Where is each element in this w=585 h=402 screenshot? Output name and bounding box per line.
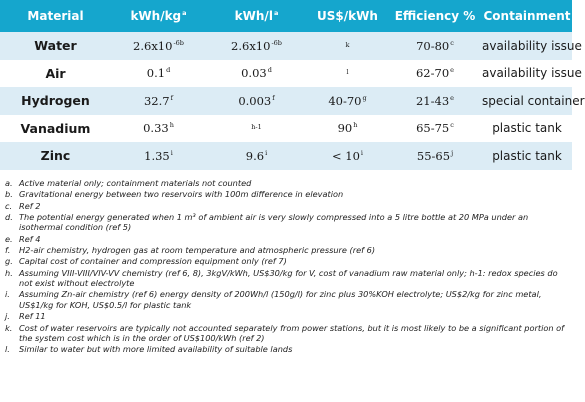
footnote-text: Assuming Zn-air chemistry (ref 6) energy density of 200Wh/l (150g/l) for zinc plus 30%KOH electrolyte; US$2/kg for zinc metal, US$1/kg for KOH, US$0.5/l for plastic tank: [19, 289, 542, 311]
footnote-letter: d.: [5, 211, 13, 222]
cell-efficiency: 21-43e: [415, 93, 454, 108]
footnote: [5, 289, 567, 310]
cell-kwh-per-litre: h-1: [251, 123, 262, 132]
footnote-text: Capital cost of container and compression equipment only (ref 7): [19, 256, 287, 267]
cell-material: Hydrogen: [21, 93, 90, 109]
header-kwh-per-kg: kWh/$kg^a$: [130, 9, 187, 23]
footnote-text: Similar to water but with more limited availability of suitable lands: [19, 344, 293, 355]
cell-material: Vanadium: [20, 120, 91, 136]
header-efficiency: Efficiency %: [394, 9, 476, 23]
cell-kwh-per-litre: 0.003$^f$: [238, 93, 275, 108]
cell-material: Air: [45, 65, 66, 81]
cell-usd-per-kwh: k: [345, 40, 350, 49]
footnote-letter: h.: [5, 267, 13, 278]
footnote: [5, 268, 567, 289]
footnotes: [5, 178, 567, 356]
cell-kwh-per-kg: 0.1$^d$: [146, 66, 171, 81]
footnote-letter: j.: [5, 311, 10, 322]
table-row: [0, 142, 572, 170]
cell-usd-per-kwh: l: [346, 68, 349, 77]
cell-kwh-per-litre: 0.03$^d$: [241, 66, 272, 81]
footnote-letter: c.: [5, 200, 13, 211]
footnote-letter: a.: [5, 178, 13, 188]
footnote-letter: i.: [5, 289, 10, 300]
cell-efficiency: 65-75$^c$: [416, 121, 454, 136]
cell-containment: availability issue: [482, 66, 582, 81]
cell-containment: availability issue: [482, 38, 582, 53]
footnote: [5, 201, 567, 212]
footnote-text: The potential energy generated when 1 m³ of ambient air is very slowly compressed into a 5 litre bottle at 20 MPa under an isothermal condition (ref 5): [19, 211, 529, 233]
cell-efficiency: 55-65$^j$: [416, 148, 454, 163]
cell-containment: special container: [482, 93, 585, 108]
footnote-text: Ref 11: [19, 311, 46, 322]
footnote: [5, 212, 567, 233]
cell-efficiency: 62-70e: [415, 66, 454, 81]
cell-kwh-per-kg: 32.7$^f$: [143, 93, 173, 108]
cell-kwh-per-litre: 9.6$^i$: [245, 148, 268, 163]
footnote-letter: k.: [5, 322, 13, 333]
cell-containment: plastic tank: [492, 148, 562, 163]
cell-kwh-per-kg: 0.33$^h$: [143, 121, 174, 136]
footnote-text: Active material only; containment materials not counted: [19, 178, 252, 188]
footnote-text: Ref 4: [19, 233, 41, 244]
table-row: [0, 60, 582, 88]
footnote-text: Cost of water reservoirs are typically not accounted separately from power stations, but it is most likely to be a significant portion of the system cost which is in the order of US$100/kWh (ref 2): [19, 322, 565, 344]
footnote: [5, 256, 567, 267]
footnote: [5, 344, 567, 355]
footnote-letter: g.: [5, 256, 13, 267]
header-containment: Containment: [483, 9, 571, 23]
footnote: [5, 189, 567, 200]
footnote-letter: b.: [5, 189, 13, 200]
energy-storage-table: [0, 0, 585, 170]
footnote-text: Ref 2: [19, 200, 41, 211]
footnote: [5, 323, 567, 344]
footnote: [5, 178, 567, 189]
table-row: [0, 115, 572, 143]
cell-kwh-per-kg: $2.6x10^{-6b}$: [133, 38, 184, 53]
footnote-text: Assuming VIII-VIII/VIV-VV chemistry (ref 6, 8), 3kgV/kWh, US$30/kg for V, cost of vanadium raw material only; h-1: redox species do not exist without electrolyte: [19, 267, 558, 289]
table-row: [0, 32, 582, 60]
table-row: [0, 87, 585, 115]
footnote: [5, 245, 567, 256]
footnote-letter: l.: [5, 344, 10, 355]
footnote: [5, 234, 567, 245]
cell-kwh-per-kg: 1.35$^i$: [144, 148, 173, 163]
table-header-row: [0, 0, 572, 32]
cell-usd-per-kwh: < $10^i$: [331, 148, 364, 163]
cell-material: Water: [34, 38, 77, 54]
footnote-text: H2-air chemistry, hydrogen gas at room temperature and atmospheric pressure (ref 6): [19, 245, 376, 255]
header-kwh-per-litre: kWh/$l^a$: [234, 9, 279, 23]
cell-material: Zinc: [40, 148, 71, 164]
header-material: Material: [27, 9, 84, 23]
cell-efficiency: 70-80$^c$: [416, 38, 454, 53]
cell-containment: plastic tank: [492, 121, 562, 136]
cell-kwh-per-litre: $2.6x10^{-6b}$: [231, 38, 282, 53]
footnote-text: Gravitational energy between two reservoirs with 100m difference in elevation: [19, 189, 344, 200]
cell-usd-per-kwh: 40-70$^g$: [328, 93, 367, 108]
header-usd-per-kwh: US$/kWh: [317, 9, 378, 23]
footnote: [5, 311, 567, 322]
footnote-letter: f.: [5, 245, 11, 255]
footnote-letter: e.: [5, 233, 13, 244]
cell-usd-per-kwh: 90$^h$: [337, 121, 358, 136]
